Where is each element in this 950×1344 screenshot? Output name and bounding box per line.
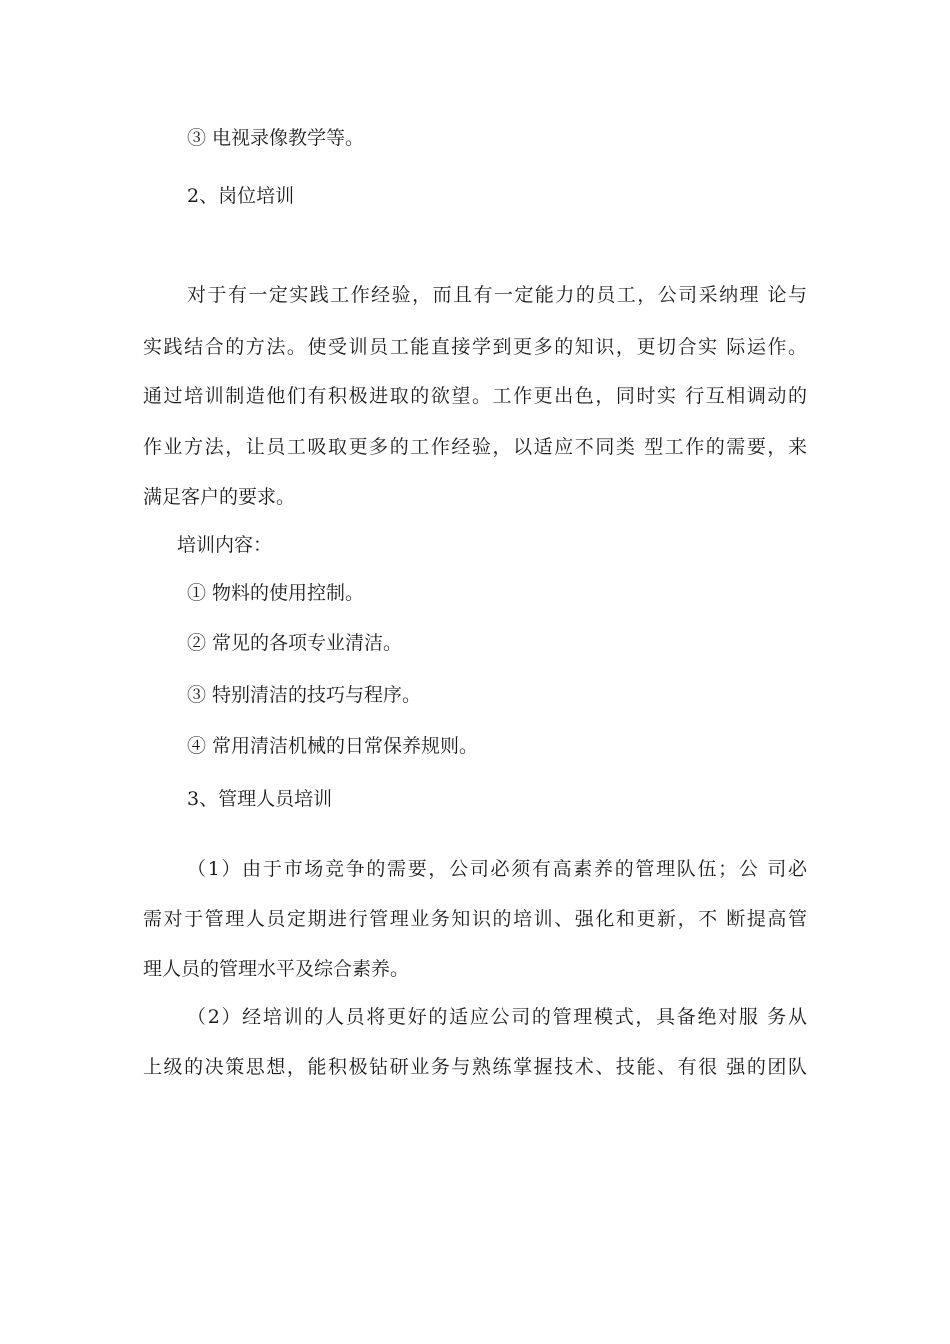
list-item: ③ 电视录像教学等。 — [187, 127, 365, 149]
list-item: ③ 特别清洁的技巧与程序。 — [187, 684, 422, 706]
paragraph-line: （1）由于市场竞争的需要，公司必须有高素养的管理队伍；公 司必 — [187, 858, 807, 880]
paragraph-line: 实践结合的方法。使受训员工能直接学到更多的知识，更切合实 际运作。 — [143, 336, 807, 358]
paragraph-line: 需对于管理人员定期进行管理业务知识的培训、强化和更新，不 断提高管 — [143, 908, 807, 930]
paragraph-line: 满足客户的要求。 — [143, 486, 296, 508]
list-item: ④ 常用清洁机械的日常保养规则。 — [187, 735, 479, 757]
subheading: 培训内容： — [177, 534, 273, 556]
paragraph-line: 理人员的管理水平及综合素养。 — [143, 958, 410, 980]
paragraph-line: 上级的决策思想，能积极钻研业务与熟练掌握技术、技能、有很 强的团队 — [143, 1056, 807, 1078]
section-heading: 2、岗位培训 — [187, 185, 295, 207]
paragraph-line: （2）经培训的人员将更好的适应公司的管理模式，具备绝对服 务从 — [187, 1006, 807, 1028]
paragraph-line: 作业方法，让员工吸取更多的工作经验，以适应不同类 型工作的需要，来 — [143, 436, 807, 458]
section-heading: 3、管理人员培训 — [187, 788, 333, 810]
list-item: ② 常见的各项专业清洁。 — [187, 632, 403, 654]
list-item: ① 物料的使用控制。 — [187, 582, 365, 604]
paragraph-line: 对于有一定实践工作经验，而且有一定能力的员工，公司采纳理 论与 — [187, 284, 807, 306]
paragraph-line: 通过培训制造他们有积极进取的欲望。工作更出色，同时实 行互相调动的 — [143, 385, 807, 407]
